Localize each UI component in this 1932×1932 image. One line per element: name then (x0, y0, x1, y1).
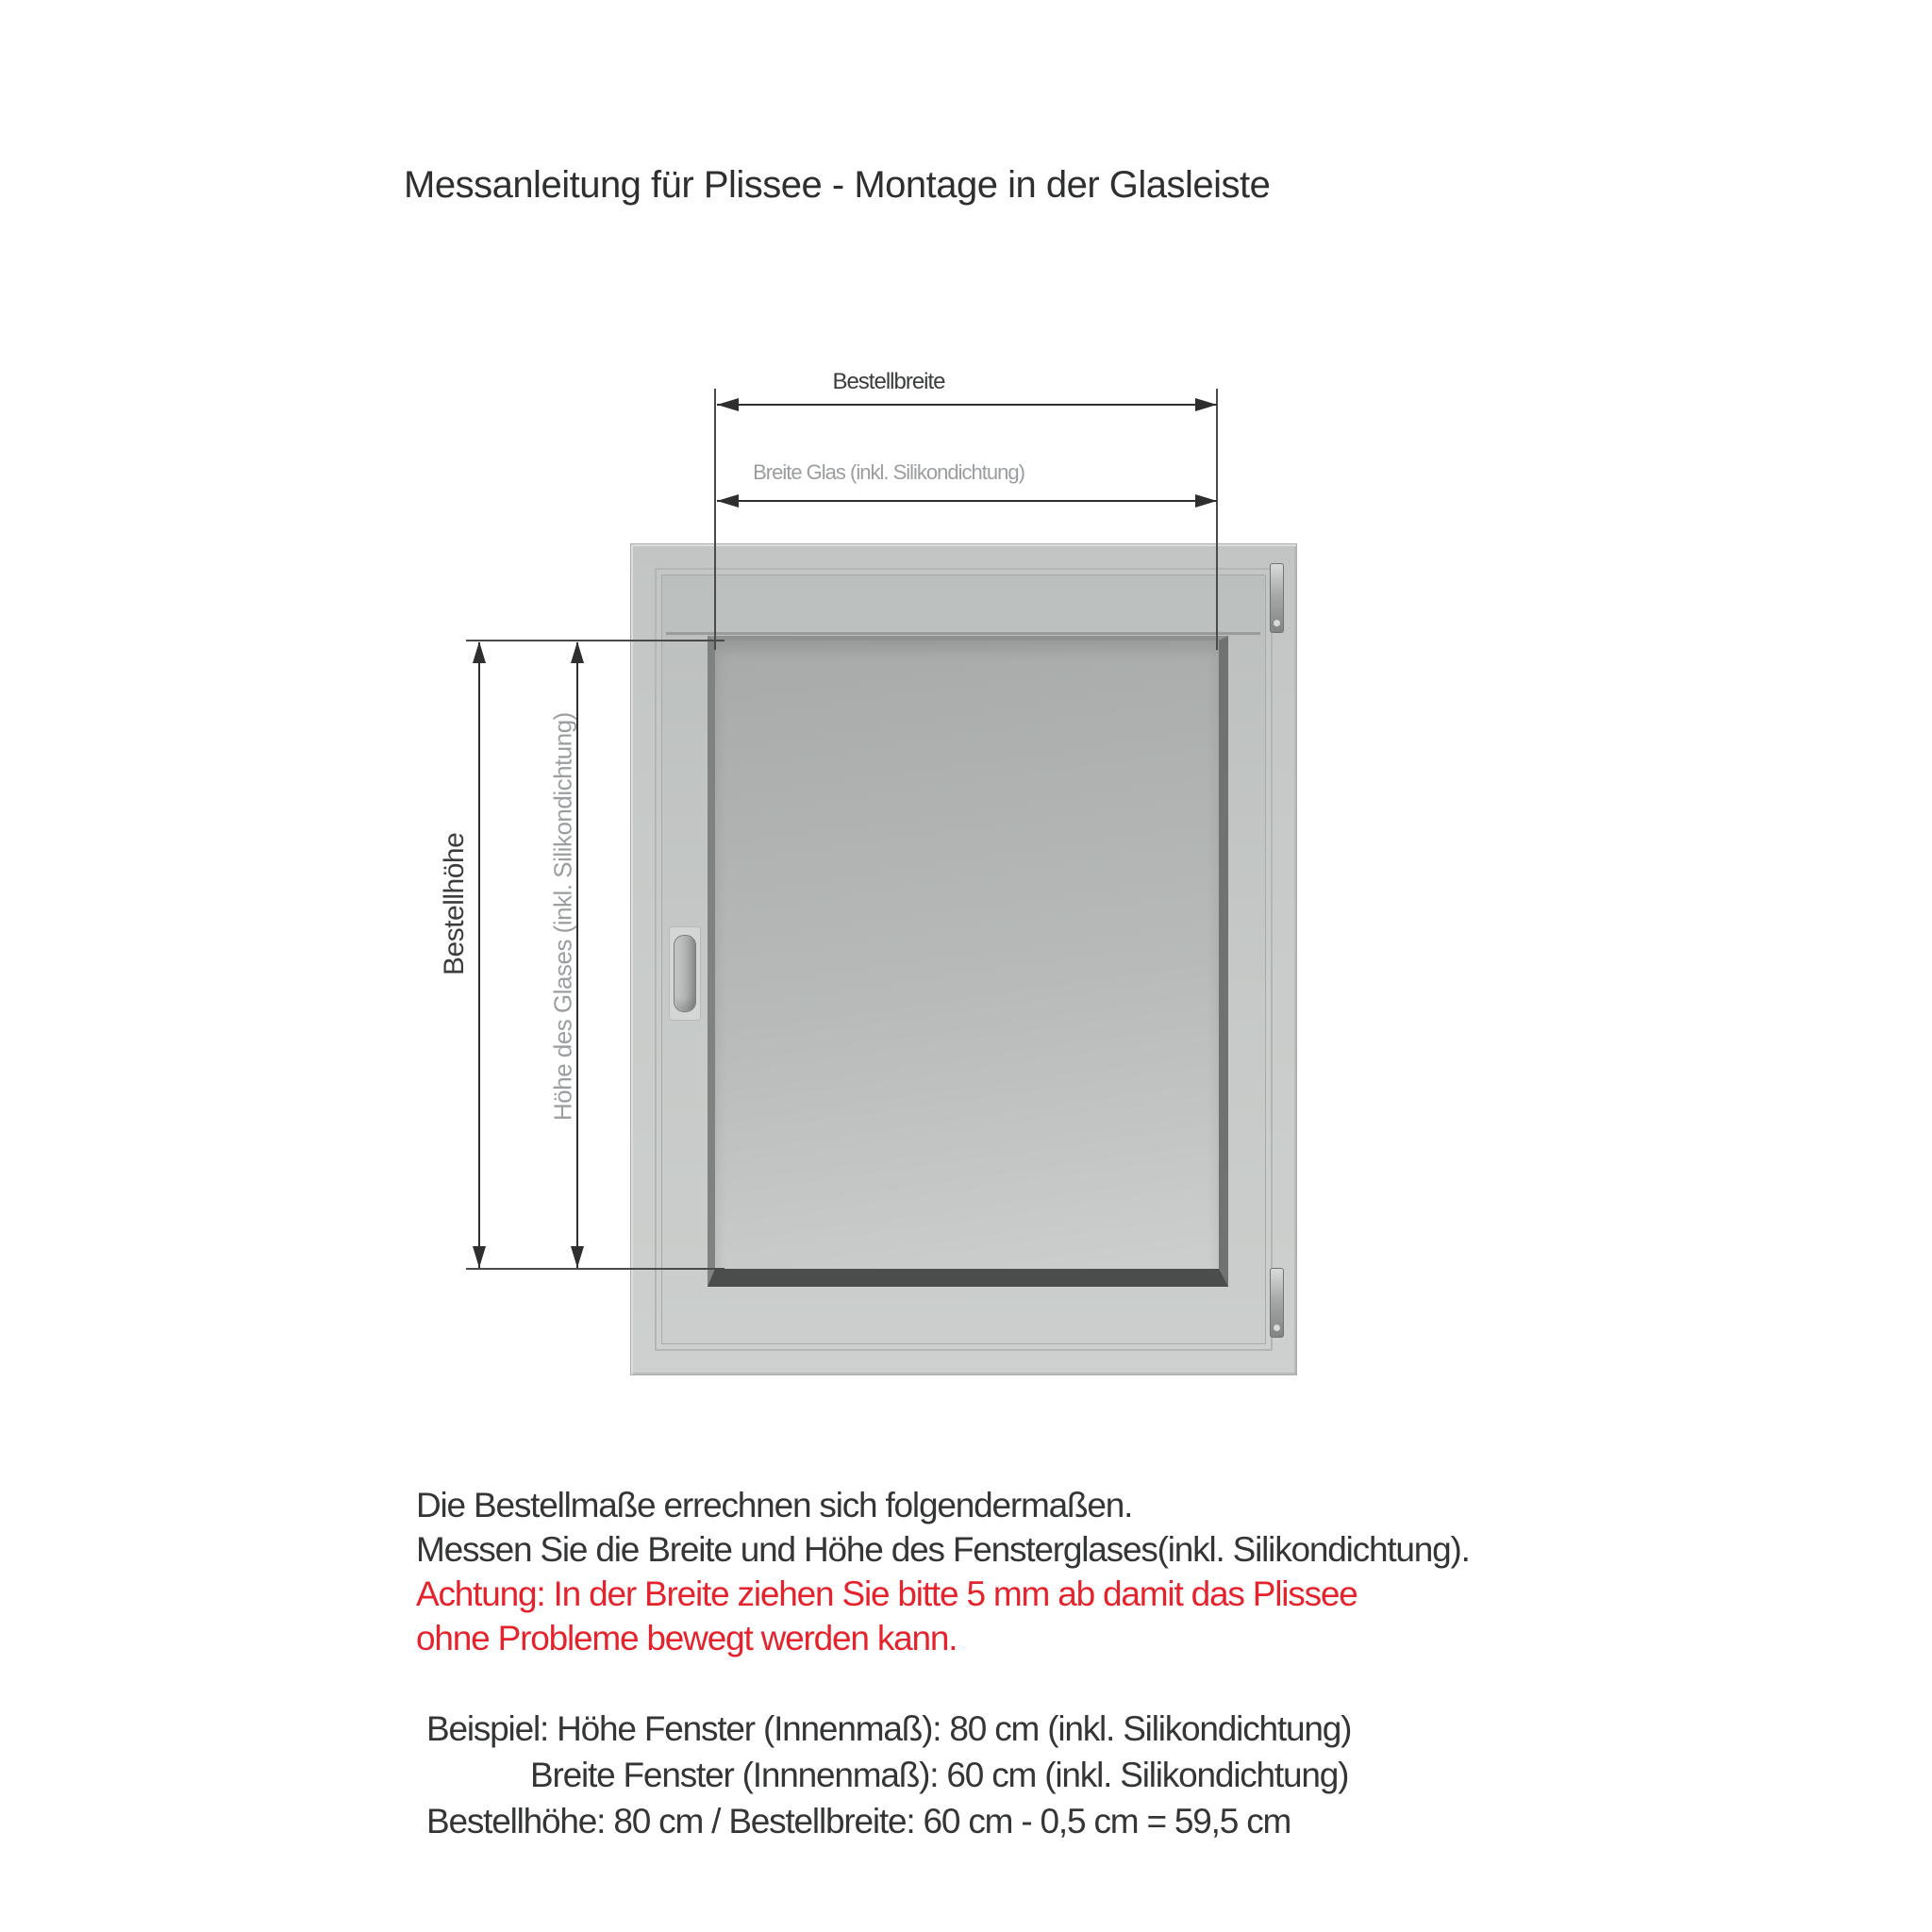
warning-line-2: ohne Probleme bewegt werden kann. (416, 1619, 958, 1657)
arrowhead-glass-height-top (571, 641, 584, 663)
arrowhead-glass-height-bottom (571, 1246, 584, 1268)
arrowhead-order-height-top (473, 641, 486, 663)
arrowhead-order-height-bottom (473, 1246, 486, 1268)
dim-arrow-order-height (478, 642, 480, 1268)
label-order-height: Bestellhöhe (439, 832, 470, 975)
glass-seal-line (666, 632, 1260, 635)
window-handle (674, 935, 696, 1012)
instruction-line-1: Die Bestellmaße errechnen sich folgendermaßen. (416, 1486, 1133, 1524)
extension-line-height-bottom (466, 1268, 724, 1270)
extension-line-width-left (714, 389, 716, 650)
extension-line-width-right (1216, 389, 1218, 650)
arrowhead-order-width-left (717, 398, 739, 411)
page-title: Messanleitung für Plissee - Montage in der Glasleiste (404, 164, 1271, 206)
label-order-width: Bestellbreite (832, 369, 945, 394)
window-glass (708, 636, 1228, 1287)
dim-arrow-glass-width (717, 500, 1217, 502)
example-line-1: Beispiel: Höhe Fenster (Innenmaß): 80 cm (inkl. Silikondichtung) (426, 1709, 1352, 1748)
extension-line-height-top (466, 640, 724, 641)
arrowhead-order-width-right (1195, 398, 1217, 411)
example-text-block (426, 1706, 1351, 1844)
example-line-2: Breite Fenster (Innnenmaß): 60 cm (inkl. Silikondichtung) (530, 1756, 1349, 1794)
arrowhead-glass-width-left (717, 494, 739, 508)
hinge-screw-bottom (1273, 1324, 1281, 1332)
label-glass-width: Breite Glas (inkl. Silikondichtung) (753, 460, 1024, 484)
dim-arrow-order-width (717, 404, 1217, 406)
arrowhead-glass-width-right (1195, 494, 1217, 508)
hinge-screw-top (1273, 619, 1281, 627)
warning-line-1: Achtung: In der Breite ziehen Sie bitte 5 mm ab damit das Plissee (416, 1574, 1357, 1613)
instruction-text-block (416, 1483, 1470, 1660)
instruction-line-2: Messen Sie die Breite und Höhe des Fensterglases(inkl. Silikondichtung). (416, 1530, 1470, 1569)
example-line-3: Bestellhöhe: 80 cm / Bestellbreite: 60 cm - 0,5 cm = 59,5 cm (426, 1802, 1291, 1840)
label-glass-height: Höhe des Glases (inkl. Silikondichtung) (548, 712, 577, 1122)
